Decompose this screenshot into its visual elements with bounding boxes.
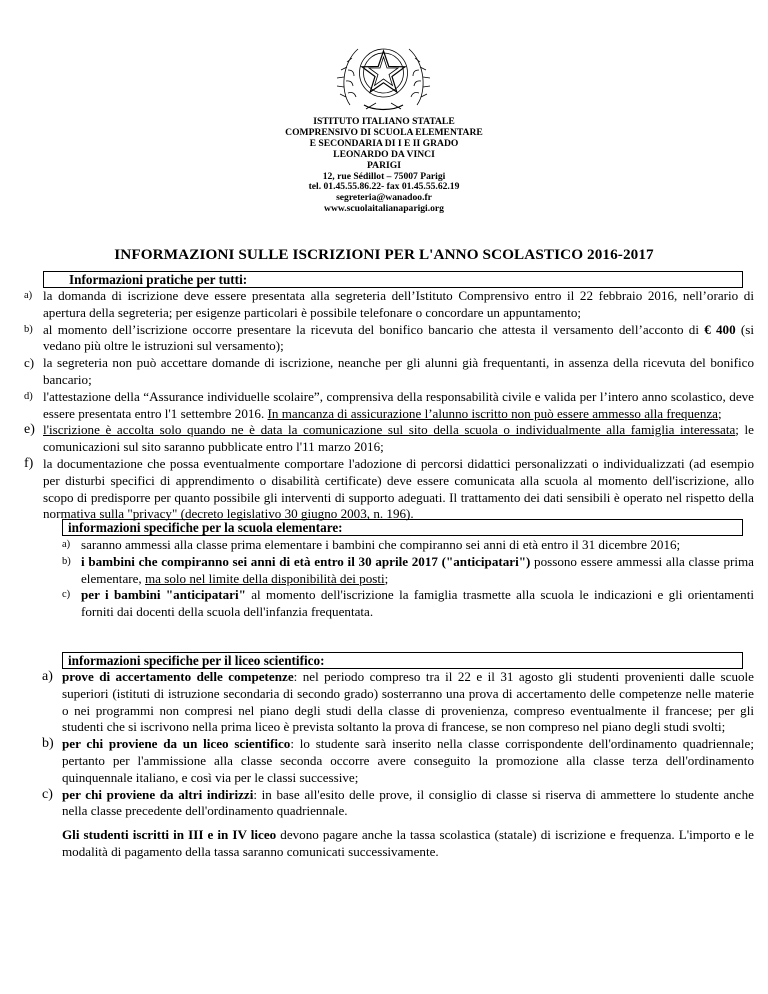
item-text [43, 422, 754, 456]
item-bold-lead: per chi proviene da un liceo scientifico [62, 736, 291, 752]
item-text-part: : lo studente sarà inserito nella classe corrispondente dell'ordinamento quadriennale; pertanto per l'ammissione alla classe seconda occorre avere conseguito la promozione alla classe terza dell'ordinamento quinquennale italiano, e così via per le classi successive; [62, 736, 755, 785]
item-label: a) [24, 290, 33, 301]
page-title: INFORMAZIONI SULLE ISCRIZIONI PER L'ANNO SCOLASTICO 2016-2017 [114, 246, 654, 263]
item-bold-lead: prove di accertamento delle competenze [62, 669, 294, 684]
item-bold-lead: per chi proviene da altri indirizzi [62, 786, 254, 802]
item-text [62, 669, 754, 736]
item-text [81, 554, 754, 588]
item-text-part: al momento dell’iscrizione occorre presentare la ricevuta del bonifico bancario che attesta il versamento dell’acconto di [43, 321, 705, 337]
item-text-part: : in base all'esito delle prove, il consiglio di classe si riserva di ammettere lo studente anche nella classe precedente dell'ordinamento quadriennale. [62, 786, 754, 819]
item-label: b) [42, 736, 54, 752]
header-line: ISTITUTO ITALIANO STATALE [313, 116, 455, 127]
acceptance-notice: l'iscrizione è accolta solo quando ne è data la comunicazione sul sito della scuola o individualmente alla famiglia interessata [43, 422, 736, 438]
item-label: d) [24, 390, 33, 402]
list-item [24, 288, 754, 322]
item-label: f) [24, 455, 34, 471]
item-label: a) [42, 669, 53, 684]
header-line: E SECONDARIA DI I E II GRADO [309, 137, 459, 149]
list-item [62, 587, 754, 621]
item-text: la segreteria non può accettare domande di iscrizione, neanche per gli alunni già frequentanti, in assenza della ricevuta del bonifico bancario; [43, 355, 754, 387]
item-label: c) [42, 786, 53, 802]
liceo-section-heading: informazioni specifiche per il liceo scientifico: [62, 652, 743, 669]
list-item [24, 422, 754, 456]
liceo-info-list [42, 669, 754, 820]
general-info-list [24, 288, 754, 523]
item-text-part: al momento dell'iscrizione la famiglia trasmette alla scuola le indicazioni e gli orientamenti forniti dai docenti della scuola dell'infanzia frequentata. [81, 587, 754, 620]
header-line: www.scuolaitalianaparigi.org [324, 203, 444, 215]
list-item [62, 537, 754, 554]
elementary-section-heading: informazioni specifiche per la scuola elementare: [62, 519, 743, 536]
elementary-info-list [62, 537, 754, 621]
header-line: PARIGI [367, 159, 401, 171]
item-label: b) [62, 555, 71, 567]
header-line: 12, rue Sédillot – 75007 Parigi [322, 170, 446, 182]
item-text [62, 787, 754, 821]
item-label: a) [62, 539, 71, 550]
list-item [24, 456, 754, 523]
tax-note-text: devono pagare anche la tassa scolastica (statale) di iscrizione e frequenza. L'importo e le modalità di pagamento della tassa saranno comunicati successivamente. [62, 827, 754, 859]
item-text [43, 389, 754, 423]
list-item [24, 389, 754, 423]
item-text-part: ; le comunicazioni sul sito saranno pubblicate entro l'11 marzo 2016; [43, 422, 754, 455]
header-line: segreteria@wanadoo.fr [336, 192, 432, 204]
school-header [0, 117, 768, 215]
item-text-part: (si vedano più oltre le istruzioni sul versamento); [43, 321, 754, 354]
item-label: c) [24, 355, 35, 371]
early-enrolment-rule: i bambini che compiranno sei anni di età entro il 30 aprile 2017 ("anticipatari") [81, 553, 531, 569]
item-label: b) [24, 323, 33, 335]
item-text: la documentazione che possa eventualmente comportare l'adozione di percorsi didattici personalizzati o individualizzati (ad esempio per disturbi specifici di apprendimento o disabilità certificate) deve essere comunicata alla scuola al momento dell'iscrizione, allo scopo di predisporre per quanto possibile gli interventi di supporto adeguati. Il trattamento dei dati sensibili è operato nel rispetto della normativa sulla "privacy" (decreto legislativo 30 giugno 2003, n. 196). [43, 455, 754, 522]
item-text-part: possono essere ammessi alla classe prima elementare, [81, 553, 754, 586]
early-enrolment-heading: per i bambini "anticipatari" [81, 587, 246, 603]
tax-note-lead: Gli studenti iscritti in III e in IV liceo [62, 827, 277, 842]
item-text-part: : nel periodo compreso tra il 22 e il 31 agosto gli studenti provenienti dalle scuole superiori (istituti di istruzione secondaria di secondo grado) sosterranno una prova di accertamento delle competenze nelle materie o nei programmi non compresi nel piano degli studi della classe di provenienza, compreso eventualmente il francese; per gli studenti che si iscrivono nella prima liceo è prevista soltanto la prova di francese, se non compreso nel piano degli studi svolti; [62, 669, 754, 735]
item-text: la domanda di iscrizione deve essere presentata alla segreteria dell’Istituto Comprensivo entro il 22 febbraio 2016, nell’orario di apertura della segreteria; per esigenze particolari è possibile telefonare o concordare un appuntamento; [43, 288, 754, 320]
insurance-warning: In mancanza di assicurazione l’alunno iscritto non può essere ammesso alla frequenza [267, 405, 718, 421]
general-section-heading: Informazioni pratiche per tutti: [43, 271, 743, 288]
item-text [81, 587, 754, 621]
tax-note [62, 826, 754, 860]
item-label: c) [62, 589, 71, 601]
item-text [43, 322, 754, 356]
list-item [42, 736, 754, 786]
list-item [24, 322, 754, 356]
item-text-part: ; [384, 570, 389, 586]
list-item [62, 554, 754, 588]
list-item [42, 787, 754, 821]
list-item [42, 669, 754, 736]
header-line: tel. 01.45.55.86.22- fax 01.45.55.62.19 [308, 181, 460, 193]
item-label: e) [24, 422, 35, 438]
deposit-amount: € 400 [704, 321, 736, 337]
item-text [62, 736, 754, 786]
item-text-part: ; [717, 405, 722, 421]
item-text: saranno ammessi alla classe prima elementare i bambini che compiranno sei anni di età entro il 31 dicembre 2016; [81, 537, 681, 552]
header-line: COMPRENSIVO DI SCUOLA ELEMENTARE [285, 126, 483, 138]
seat-limit-note: ma solo nel limite della disponibilità dei posti [144, 570, 385, 586]
republic-emblem-icon [336, 33, 431, 113]
header-line: LEONARDO DA VINCI [333, 148, 435, 160]
list-item [24, 355, 754, 389]
item-text-part: l'attestazione della “Assurance individuelle scolaire”, comprensiva della responsabilità civile e valida per l’intero anno scolastico, deve essere presentata entro l'1 settembre 2016. [43, 388, 754, 421]
